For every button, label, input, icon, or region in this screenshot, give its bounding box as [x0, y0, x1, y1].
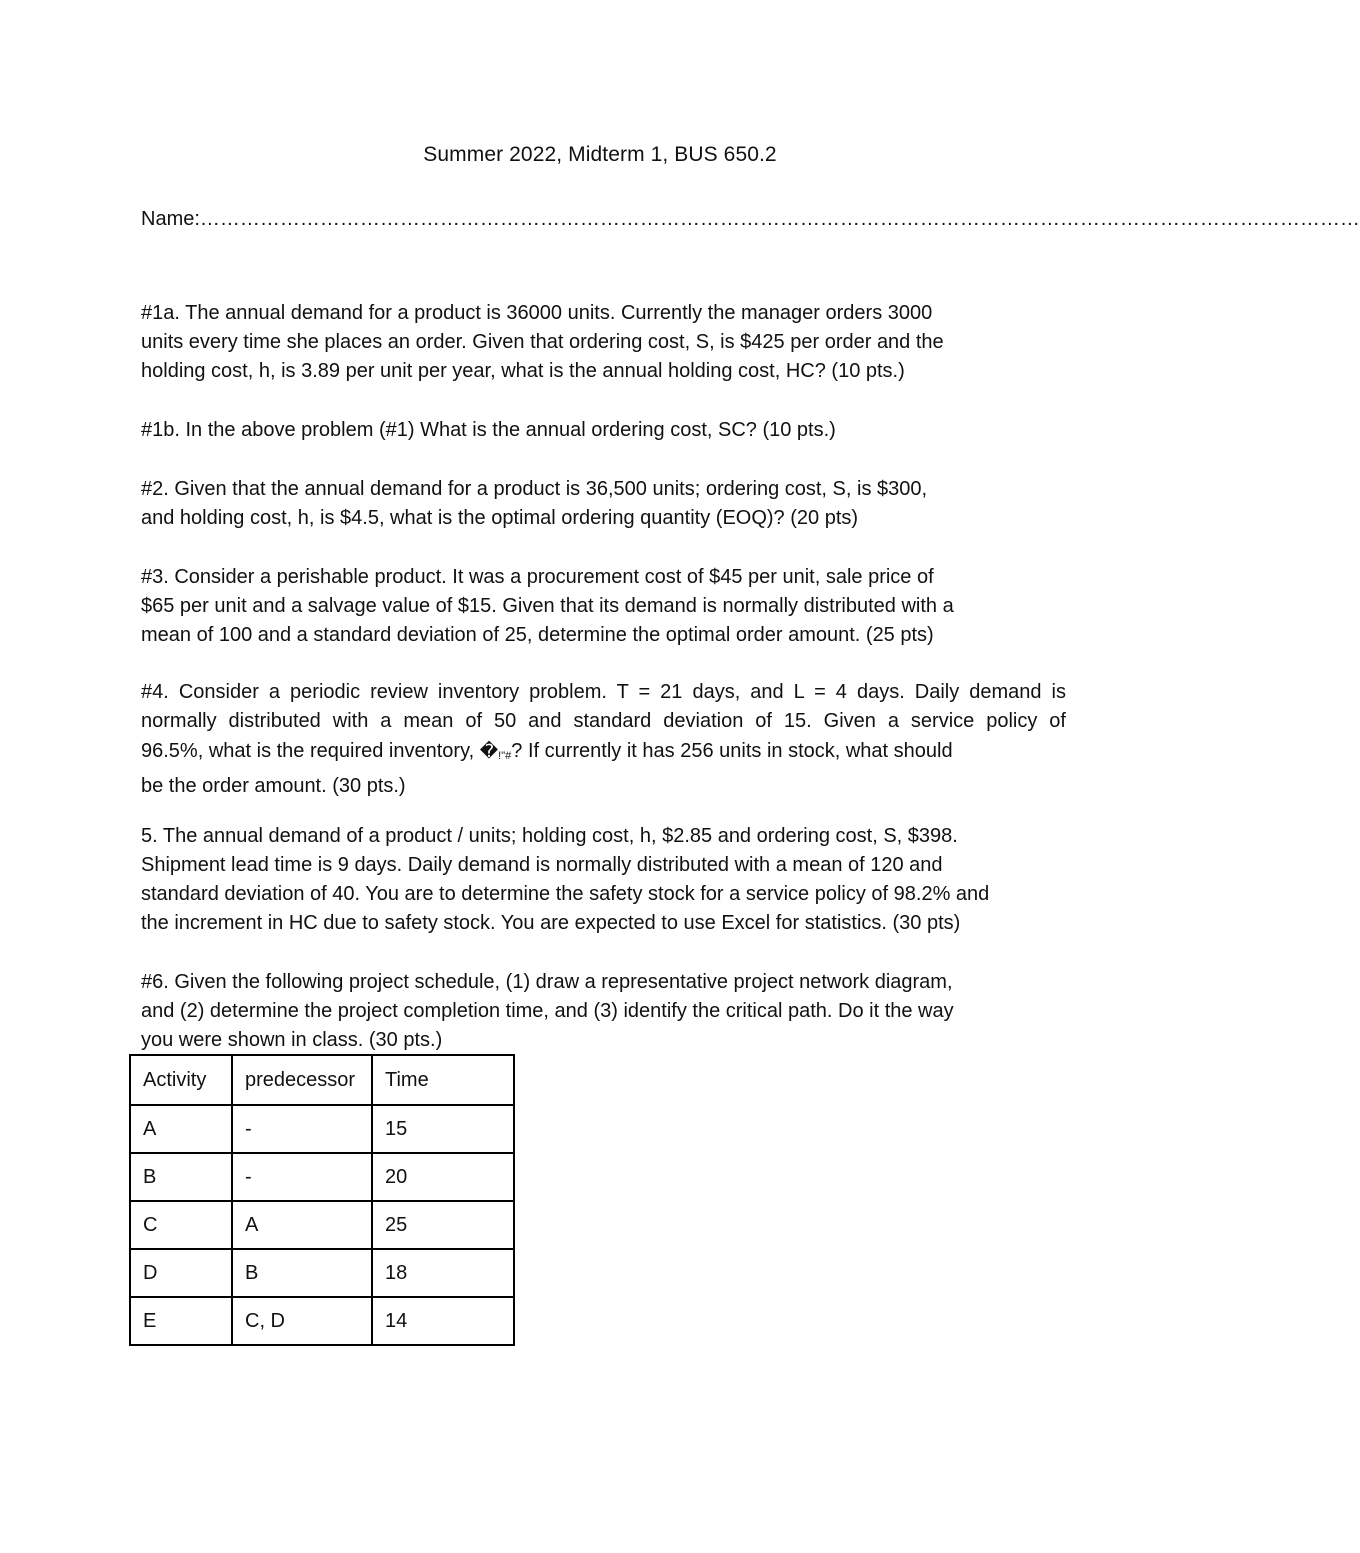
table-cell: 18	[372, 1249, 514, 1297]
question-5-line: standard deviation of 40. You are to determine the safety stock for a service policy of 98.2% and	[141, 883, 990, 905]
name-field-label: Name:…………………………………………………………………………………………………………………………………………………………	[141, 208, 1360, 230]
table-cell: -	[232, 1153, 372, 1201]
question-4-line	[141, 736, 1066, 772]
question-3-line: #3. Consider a perishable product. It was a procurement cost of $45 per unit, sale price of	[141, 566, 934, 588]
question-4-text: ? If currently it has 256 units in stock, what should	[511, 740, 953, 762]
exam-title: Summer 2022, Midterm 1, BUS 650.2	[423, 143, 777, 166]
question-4-line: #4. Consider a periodic review inventory problem. T = 21 days, and L = 4 days. Daily demand is	[141, 681, 1066, 703]
question-2	[141, 475, 1066, 533]
missing-glyph-symbol: �	[479, 741, 499, 762]
table-header-cell: Activity	[130, 1055, 232, 1105]
project-schedule-table	[129, 1054, 515, 1346]
table-cell: 15	[372, 1105, 514, 1153]
question-1a-line: #1a. The annual demand for a product is 36000 units. Currently the manager orders 3000	[141, 302, 933, 324]
table-cell: A	[232, 1201, 372, 1249]
table-row	[130, 1105, 514, 1153]
question-6-line: you were shown in class. (30 pts.)	[141, 1029, 443, 1051]
question-3	[141, 563, 1066, 650]
table-header-row	[130, 1055, 514, 1105]
table-row	[130, 1153, 514, 1201]
question-4-text: 96.5%, what is the required inventory,	[141, 740, 480, 762]
question-2-line: #2. Given that the annual demand for a product is 36,500 units; ordering cost, S, is $300,	[141, 478, 928, 500]
question-4	[141, 678, 1066, 801]
table-cell: 14	[372, 1297, 514, 1345]
table-cell: D	[130, 1249, 232, 1297]
question-6	[141, 968, 1066, 1055]
table-row	[130, 1249, 514, 1297]
table-cell: 25	[372, 1201, 514, 1249]
table-header-cell: predecessor	[232, 1055, 372, 1105]
table-row	[130, 1297, 514, 1345]
table-row	[130, 1201, 514, 1249]
question-4-line: be the order amount. (30 pts.)	[141, 775, 406, 797]
question-5-line: 5. The annual demand of a product / units; holding cost, h, $2.85 and ordering cost, S, $398.	[141, 825, 958, 847]
table-cell: -	[232, 1105, 372, 1153]
table-cell: B	[232, 1249, 372, 1297]
question-2-line: and holding cost, h, is $4.5, what is the optimal ordering quantity (EOQ)? (20 pts)	[141, 507, 859, 529]
question-1a-line: units every time she places an order. Given that ordering cost, S, is $425 per order and the	[141, 331, 944, 353]
table-cell: 20	[372, 1153, 514, 1201]
question-1a	[141, 299, 1066, 386]
question-6-line: and (2) determine the project completion time, and (3) identify the critical path. Do it the way	[141, 1000, 954, 1022]
table-cell: E	[130, 1297, 232, 1345]
question-1b-line: #1b. In the above problem (#1) What is the annual ordering cost, SC? (10 pts.)	[141, 419, 836, 441]
question-5-line: the increment in HC due to safety stock. You are expected to use Excel for statistics. (30 pts)	[141, 912, 961, 934]
question-3-line: $65 per unit and a salvage value of $15. Given that its demand is normally distributed with a	[141, 595, 954, 617]
table-cell: C	[130, 1201, 232, 1249]
table-cell: C, D	[232, 1297, 372, 1345]
question-5	[141, 822, 1066, 938]
table-cell: B	[130, 1153, 232, 1201]
question-1b	[141, 416, 1066, 445]
question-1a-line: holding cost, h, is 3.89 per unit per year, what is the annual holding cost, HC? (10 pts.)	[141, 360, 905, 382]
question-6-line: #6. Given the following project schedule, (1) draw a representative project network diagram,	[141, 971, 953, 993]
table-header-cell: Time	[372, 1055, 514, 1105]
question-3-line: mean of 100 and a standard deviation of 25, determine the optimal order amount. (25 pts)	[141, 624, 934, 646]
table-cell: A	[130, 1105, 232, 1153]
question-5-line: Shipment lead time is 9 days. Daily demand is normally distributed with a mean of 120 and	[141, 854, 943, 876]
question-4-line: normally distributed with a mean of 50 and standard deviation of 15. Given a service policy of	[141, 710, 1066, 732]
garbled-subscript: !"#	[498, 750, 512, 762]
